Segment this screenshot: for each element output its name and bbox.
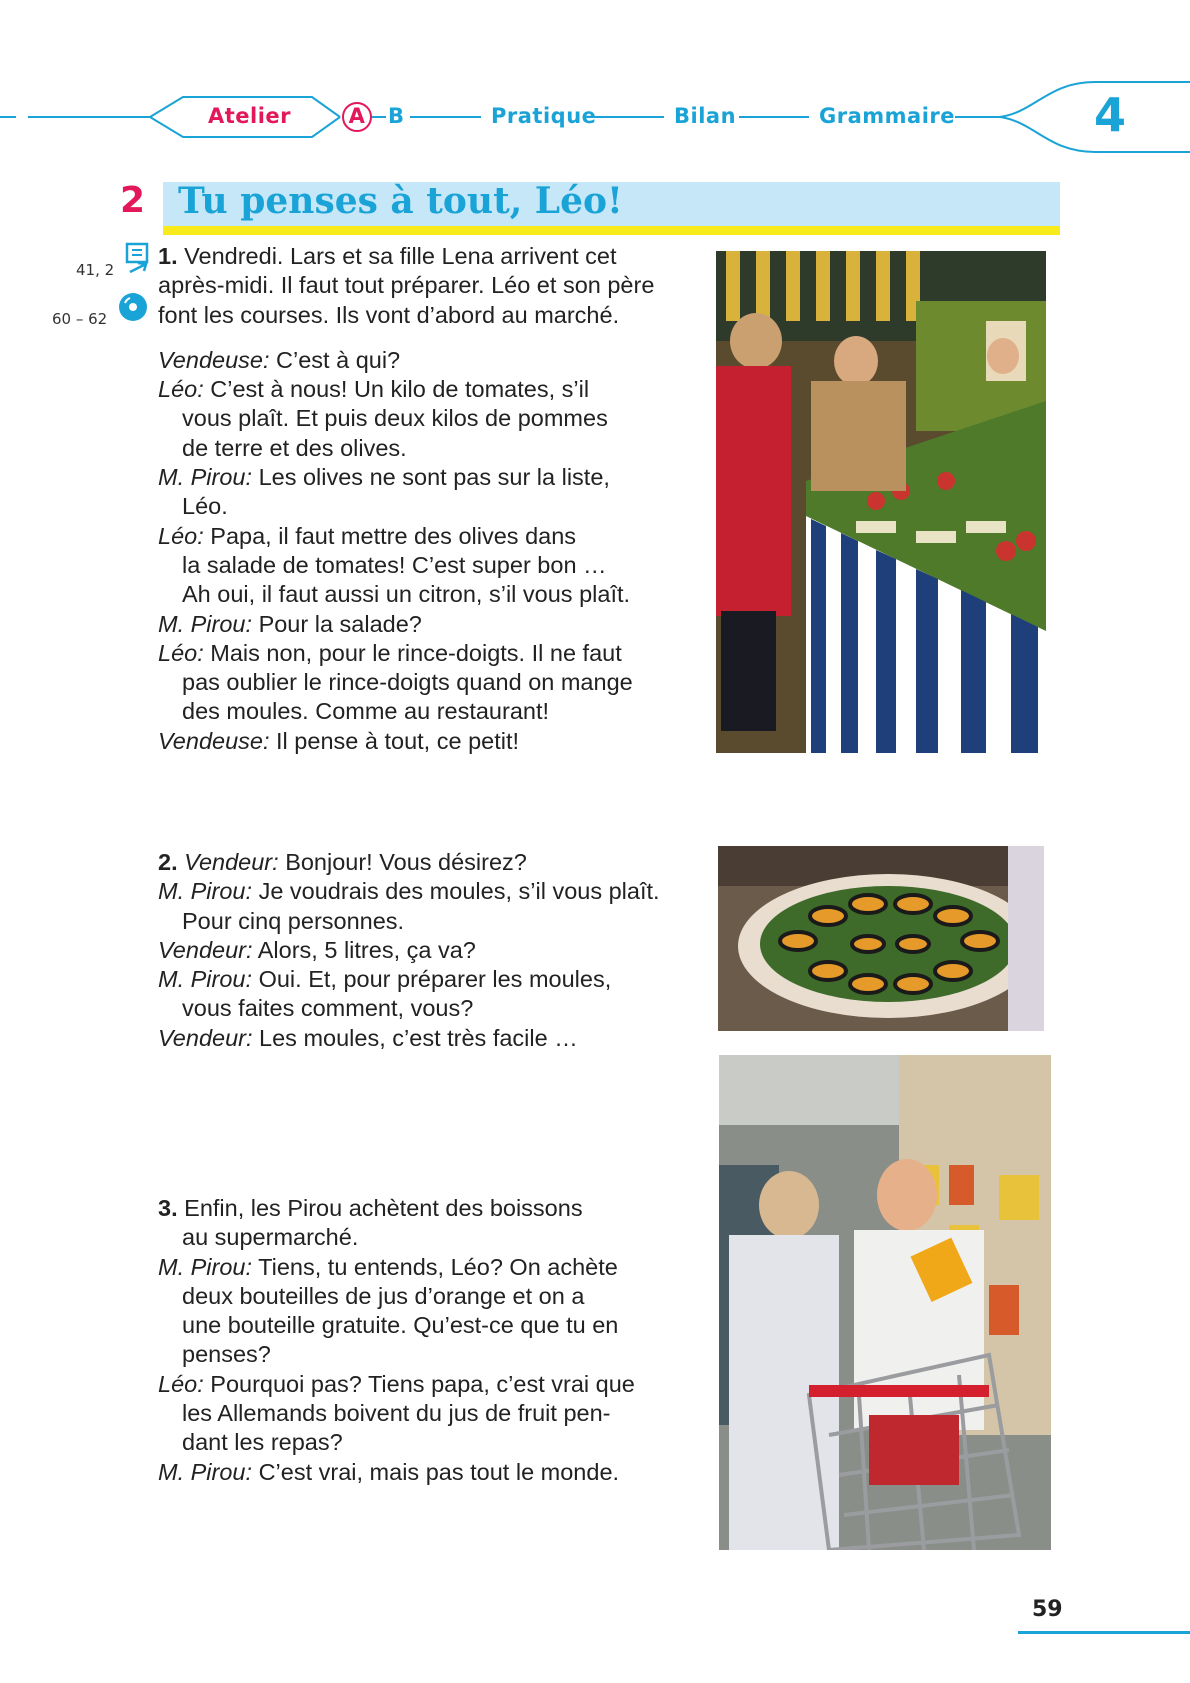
nav-tab-grammaire[interactable]: Grammaire — [819, 104, 955, 128]
dialogue-continuation: deux bouteilles de jus d’orange et on a — [182, 1282, 585, 1309]
dialogue-continuation: penses? — [182, 1341, 271, 1368]
intro-text: Enfin, les Pirou achètent des boissons — [177, 1195, 583, 1221]
page-number-rule — [1018, 1631, 1190, 1634]
part-number: 3. — [158, 1195, 178, 1221]
speaker: Vendeur: — [158, 1024, 253, 1051]
nav-tab-bilan[interactable]: Bilan — [674, 104, 737, 128]
speech: Je voudrais des moules, s’il vous plaît. — [258, 878, 660, 905]
nav-tab-b[interactable]: B — [388, 104, 405, 128]
speaker: M. Pirou: — [158, 878, 253, 905]
dialogue-continuation: la salade de tomates! C’est super bon … — [182, 551, 607, 578]
workbook-icon — [124, 242, 152, 274]
dialogue-line — [158, 877, 660, 906]
speaker: Léo: — [158, 1370, 204, 1397]
dialogue-continuation: vous plaît. Et puis deux kilos de pommes — [182, 405, 608, 432]
dialogue-continuation: dant les repas? — [182, 1429, 343, 1456]
speaker: Vendeuse: — [158, 346, 270, 373]
dialogue-line — [158, 1024, 660, 1053]
nav-tab-a[interactable]: A — [348, 104, 366, 128]
part-number: 1. — [158, 243, 178, 269]
dialogue-line — [158, 375, 654, 404]
speaker: M. Pirou: — [158, 966, 253, 993]
dialogue-line — [158, 936, 660, 965]
nav-tab-pratique[interactable]: Pratique — [491, 104, 597, 128]
speech: Les moules, c’est très facile … — [259, 1024, 578, 1051]
dialogue-part-2 — [158, 848, 660, 1053]
speaker: M. Pirou: — [158, 1253, 253, 1280]
dialogue-line — [158, 463, 654, 492]
audio-track-reference: 60 – 62 — [52, 310, 108, 328]
intro-text: Vendredi. Lars et sa fille Lena arrivent cet — [177, 243, 617, 269]
speech: Pour la salade? — [258, 610, 422, 637]
dialogue-continuation: les Allemands boivent du jus de fruit pen- — [182, 1400, 611, 1427]
nav-tab-atelier[interactable]: Atelier — [208, 104, 292, 128]
section-title-underline — [163, 226, 1060, 235]
speaker: Léo: — [158, 522, 204, 549]
dialogue-continuation: Pour cinq personnes. — [182, 907, 405, 934]
speech: C’est vrai, mais pas tout le monde. — [258, 1458, 620, 1485]
dialogue-line — [158, 610, 654, 639]
speaker: M. Pirou: — [158, 464, 253, 491]
speech: Les olives ne sont pas sur la liste, — [258, 464, 610, 491]
dialogue-part-1 — [158, 242, 654, 756]
section-title: Tu penses à tout, Léo! — [178, 180, 623, 222]
speaker: M. Pirou: — [158, 610, 253, 637]
intro-line — [158, 1194, 635, 1223]
audio-cd-icon[interactable] — [118, 292, 148, 322]
mussels-platter-photo — [718, 846, 1044, 1031]
section-number: 2 — [120, 180, 146, 221]
speaker: Vendeur: — [158, 936, 253, 963]
speech: Papa, il faut mettre des olives dans — [210, 522, 577, 549]
speech: Bonjour! Vous désirez? — [285, 849, 527, 875]
intro-line: après-midi. Il faut tout préparer. Léo et son père — [158, 272, 655, 299]
chapter-number: 4 — [1094, 88, 1127, 142]
speech: Il pense à tout, ce petit! — [276, 727, 520, 754]
speech: Oui. Et, pour préparer les moules, — [258, 966, 612, 993]
speaker: Vendeuse: — [158, 727, 270, 754]
dialogue-continuation: de terre et des olives. — [182, 434, 407, 461]
dialogue-line — [158, 1370, 635, 1399]
speech: Pourquoi pas? Tiens papa, c’est vrai que — [210, 1370, 635, 1397]
dialogue-continuation: des moules. Comme au restaurant! — [182, 698, 550, 725]
speaker: Vendeur: — [184, 849, 279, 875]
dialogue-line — [158, 727, 654, 756]
speech: C’est à nous! Un kilo de tomates, s’il — [210, 376, 590, 403]
speech: Tiens, tu entends, Léo? On achète — [258, 1253, 618, 1280]
dialogue-continuation: pas oublier le rince-doigts quand on mange — [182, 669, 633, 696]
dialogue-part-3 — [158, 1194, 635, 1487]
intro-line — [158, 242, 654, 271]
supermarket-photo — [719, 1055, 1051, 1550]
intro-line: au supermarché. — [182, 1224, 359, 1251]
dialogue-continuation: vous faites comment, vous? — [182, 995, 474, 1022]
dialogue-line — [158, 848, 660, 877]
dialogue-line — [158, 639, 654, 668]
dialogue-line — [158, 346, 654, 375]
dialogue-line — [158, 522, 654, 551]
workbook-reference: 41, 2 — [76, 261, 115, 279]
dialogue-line — [158, 1458, 635, 1487]
dialogue-continuation: une bouteille gratuite. Qu’est-ce que tu en — [182, 1312, 619, 1339]
dialogue-continuation: Léo. — [182, 493, 228, 520]
part-number: 2. — [158, 849, 178, 875]
speaker: Léo: — [158, 639, 204, 666]
dialogue-continuation: Ah oui, il faut aussi un citron, s’il vous plaît. — [182, 581, 631, 608]
page-number: 59 — [1032, 1597, 1063, 1622]
intro-line: font les courses. Ils vont d’abord au marché. — [158, 301, 620, 328]
speech: Mais non, pour le rince-doigts. Il ne faut — [210, 639, 622, 666]
speech: C’est à qui? — [276, 346, 401, 373]
speaker: Léo: — [158, 376, 204, 403]
dialogue-line — [158, 965, 660, 994]
dialogue-line — [158, 1253, 635, 1282]
market-stall-photo — [716, 251, 1046, 753]
speech: Alors, 5 litres, ça va? — [257, 936, 476, 963]
speaker: M. Pirou: — [158, 1458, 253, 1485]
